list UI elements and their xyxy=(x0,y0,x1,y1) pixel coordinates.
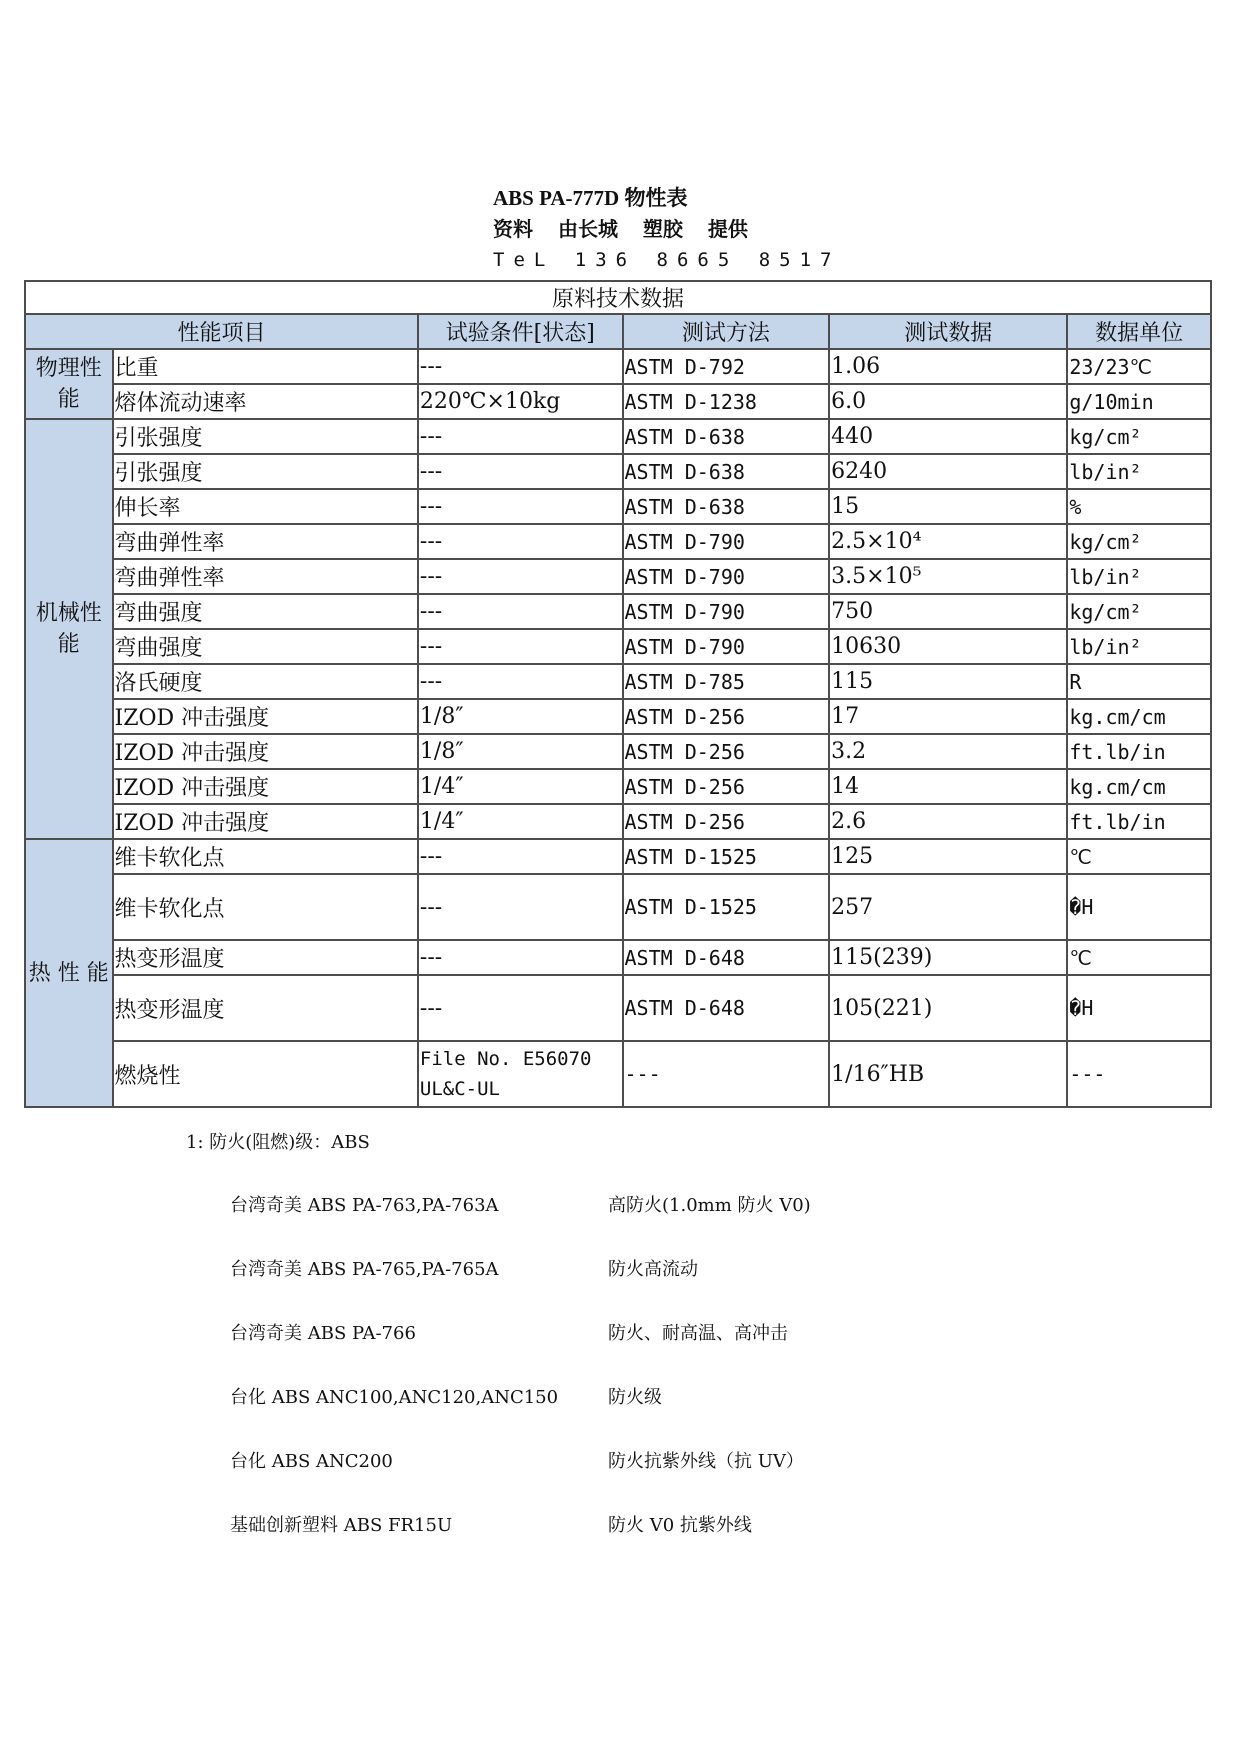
telephone-line: TeL 136 8665 8517 xyxy=(493,249,841,271)
document-header xyxy=(493,183,913,276)
table-row xyxy=(25,874,1211,940)
condition-cell: File No. E56070 UL&C-UL xyxy=(418,1041,623,1107)
method-cell: ASTM D-638 xyxy=(623,454,830,489)
note-description: 防火、耐高温、高冲击 xyxy=(608,1323,788,1344)
note-description: 防火级 xyxy=(608,1387,662,1408)
item-cell: 弯曲弹性率 xyxy=(113,524,418,559)
table-row xyxy=(25,594,1211,629)
condition-cell: --- xyxy=(418,419,623,454)
note-product-name: 台化 ABS ANC200 xyxy=(230,1451,393,1472)
item-cell: 维卡软化点 xyxy=(113,839,418,874)
unit-cell: g/10min xyxy=(1067,384,1211,419)
condition-cell: 1/8″ xyxy=(418,699,623,734)
condition-cell: 1/4″ xyxy=(418,804,623,839)
column-header: 性能项目 xyxy=(25,314,418,349)
method-cell: ASTM D-790 xyxy=(623,559,830,594)
table-row xyxy=(25,1041,1211,1107)
condition-cell: --- xyxy=(418,664,623,699)
unit-cell: lb/in² xyxy=(1067,559,1211,594)
document-subtitle: 资料 由长城 塑胶 提供 xyxy=(493,217,748,241)
condition-cell: --- xyxy=(418,839,623,874)
table-row xyxy=(25,629,1211,664)
column-header: 试验条件[状态] xyxy=(418,314,623,349)
item-cell: IZOD 冲击强度 xyxy=(113,804,418,839)
item-cell: 洛氏硬度 xyxy=(113,664,418,699)
note-item xyxy=(230,1447,930,1477)
table-header-row xyxy=(25,314,1211,349)
table-row xyxy=(25,384,1211,419)
item-cell: 引张强度 xyxy=(113,419,418,454)
unit-cell: ℃ xyxy=(1067,940,1211,975)
table-row xyxy=(25,975,1211,1041)
condition-cell: --- xyxy=(418,559,623,594)
condition-cell: --- xyxy=(418,874,623,940)
unit-cell: kg/cm² xyxy=(1067,524,1211,559)
value-cell: 3.5×10⁵ xyxy=(829,559,1067,594)
method-cell: ASTM D-648 xyxy=(623,940,830,975)
value-cell: 257 xyxy=(829,874,1067,940)
condition-cell: --- xyxy=(418,629,623,664)
unit-cell: ft.lb/in xyxy=(1067,734,1211,769)
condition-cell: --- xyxy=(418,975,623,1041)
column-header: 测试方法 xyxy=(623,314,830,349)
note-product-name: 台化 ABS ANC100,ANC120,ANC150 xyxy=(230,1387,559,1408)
method-cell: ASTM D-790 xyxy=(623,629,830,664)
unit-cell: % xyxy=(1067,489,1211,524)
note-item xyxy=(230,1191,930,1221)
condition-cell: --- xyxy=(418,524,623,559)
unit-cell: ft.lb/in xyxy=(1067,804,1211,839)
value-cell: 1.06 xyxy=(829,349,1067,384)
item-cell: IZOD 冲击强度 xyxy=(113,769,418,804)
category-cell: 物理性能 xyxy=(25,349,113,419)
value-cell: 10630 xyxy=(829,629,1067,664)
method-cell: ASTM D-256 xyxy=(623,734,830,769)
note-description: 防火高流动 xyxy=(608,1259,698,1280)
unit-cell: lb/in² xyxy=(1067,629,1211,664)
method-cell: ASTM D-256 xyxy=(623,804,830,839)
table-title: 原料技术数据 xyxy=(25,281,1211,314)
table-row xyxy=(25,734,1211,769)
method-cell: ASTM D-256 xyxy=(623,769,830,804)
item-cell: 弯曲强度 xyxy=(113,629,418,664)
condition-cell: --- xyxy=(418,454,623,489)
table-row xyxy=(25,524,1211,559)
note-item xyxy=(230,1511,930,1541)
unit-cell: kg/cm² xyxy=(1067,594,1211,629)
table-row xyxy=(25,664,1211,699)
value-cell: 750 xyxy=(829,594,1067,629)
unit-cell: lb/in² xyxy=(1067,454,1211,489)
condition-cell: 1/8″ xyxy=(418,734,623,769)
value-cell: 115(239) xyxy=(829,940,1067,975)
method-cell: ASTM D-1238 xyxy=(623,384,830,419)
spec-table xyxy=(24,280,1212,1108)
item-cell: 燃烧性 xyxy=(113,1041,418,1107)
value-cell: 2.6 xyxy=(829,804,1067,839)
item-cell: 比重 xyxy=(113,349,418,384)
table-row xyxy=(25,489,1211,524)
value-cell: 15 xyxy=(829,489,1067,524)
column-header: 数据单位 xyxy=(1067,314,1211,349)
note-description: 防火 V0 抗紫外线 xyxy=(608,1515,752,1536)
method-cell: ASTM D-256 xyxy=(623,699,830,734)
column-header: 测试数据 xyxy=(829,314,1067,349)
unit-cell: �H xyxy=(1067,975,1211,1041)
table-row xyxy=(25,454,1211,489)
note-product-name: 台湾奇美 ABS PA-766 xyxy=(230,1323,416,1344)
method-cell: ASTM D-1525 xyxy=(623,839,830,874)
value-cell: 14 xyxy=(829,769,1067,804)
fire-retardant-notes xyxy=(186,1128,811,1536)
item-cell: 热变形温度 xyxy=(113,975,418,1041)
notes-heading: 1: 防火(阻燃)级：ABS xyxy=(186,1132,370,1153)
table-row xyxy=(25,559,1211,594)
item-cell: 弯曲弹性率 xyxy=(113,559,418,594)
method-cell: ASTM D-790 xyxy=(623,594,830,629)
unit-cell: kg.cm/cm xyxy=(1067,769,1211,804)
table-row xyxy=(25,839,1211,874)
unit-cell: �H xyxy=(1067,874,1211,940)
category-cell: 机械性能 xyxy=(25,419,113,839)
value-cell: 17 xyxy=(829,699,1067,734)
condition-cell: --- xyxy=(418,489,623,524)
value-cell: 440 xyxy=(829,419,1067,454)
unit-cell: kg.cm/cm xyxy=(1067,699,1211,734)
method-cell: ASTM D-648 xyxy=(623,975,830,1041)
method-cell: ASTM D-638 xyxy=(623,489,830,524)
method-cell: ASTM D-785 xyxy=(623,664,830,699)
condition-cell: 220℃×10kg xyxy=(418,384,623,419)
unit-cell: R xyxy=(1067,664,1211,699)
value-cell: 6240 xyxy=(829,454,1067,489)
table-row xyxy=(25,349,1211,384)
value-cell: 3.2 xyxy=(829,734,1067,769)
condition-cell: --- xyxy=(418,940,623,975)
value-cell: 6.0 xyxy=(829,384,1067,419)
item-cell: 引张强度 xyxy=(113,454,418,489)
table-row xyxy=(25,699,1211,734)
condition-cell: 1/4″ xyxy=(418,769,623,804)
item-cell: IZOD 冲击强度 xyxy=(113,699,418,734)
table-row xyxy=(25,940,1211,975)
condition-cell: --- xyxy=(418,349,623,384)
method-cell: ASTM D-792 xyxy=(623,349,830,384)
item-cell: 维卡软化点 xyxy=(113,874,418,940)
note-item xyxy=(230,1255,930,1285)
item-cell: IZOD 冲击强度 xyxy=(113,734,418,769)
table-row xyxy=(25,769,1211,804)
method-cell: --- xyxy=(623,1041,830,1107)
unit-cell: 23/23℃ xyxy=(1067,349,1211,384)
unit-cell: --- xyxy=(1067,1041,1211,1107)
condition-cell: --- xyxy=(418,594,623,629)
category-cell: 热 性 能 xyxy=(25,839,113,1107)
unit-cell: kg/cm² xyxy=(1067,419,1211,454)
note-item xyxy=(230,1383,930,1413)
item-cell: 熔体流动速率 xyxy=(113,384,418,419)
item-cell: 热变形温度 xyxy=(113,940,418,975)
method-cell: ASTM D-638 xyxy=(623,419,830,454)
table-row xyxy=(25,804,1211,839)
value-cell: 2.5×10⁴ xyxy=(829,524,1067,559)
table-row xyxy=(25,419,1211,454)
item-cell: 伸长率 xyxy=(113,489,418,524)
note-product-name: 基础创新塑料 ABS FR15U xyxy=(230,1515,453,1536)
item-cell: 弯曲强度 xyxy=(113,594,418,629)
document-title: ABS PA-777D 物性表 xyxy=(493,186,688,210)
value-cell: 105(221) xyxy=(829,975,1067,1041)
unit-cell: ℃ xyxy=(1067,839,1211,874)
value-cell: 1/16″HB xyxy=(829,1041,1067,1107)
value-cell: 125 xyxy=(829,839,1067,874)
value-cell: 115 xyxy=(829,664,1067,699)
method-cell: ASTM D-790 xyxy=(623,524,830,559)
note-product-name: 台湾奇美 ABS PA-765,PA-765A xyxy=(230,1259,499,1280)
note-item xyxy=(230,1319,930,1349)
method-cell: ASTM D-1525 xyxy=(623,874,830,940)
note-description: 高防火(1.0mm 防火 V0) xyxy=(608,1195,811,1216)
note-product-name: 台湾奇美 ABS PA-763,PA-763A xyxy=(230,1195,499,1216)
note-description: 防火抗紫外线（抗 UV） xyxy=(608,1451,804,1472)
